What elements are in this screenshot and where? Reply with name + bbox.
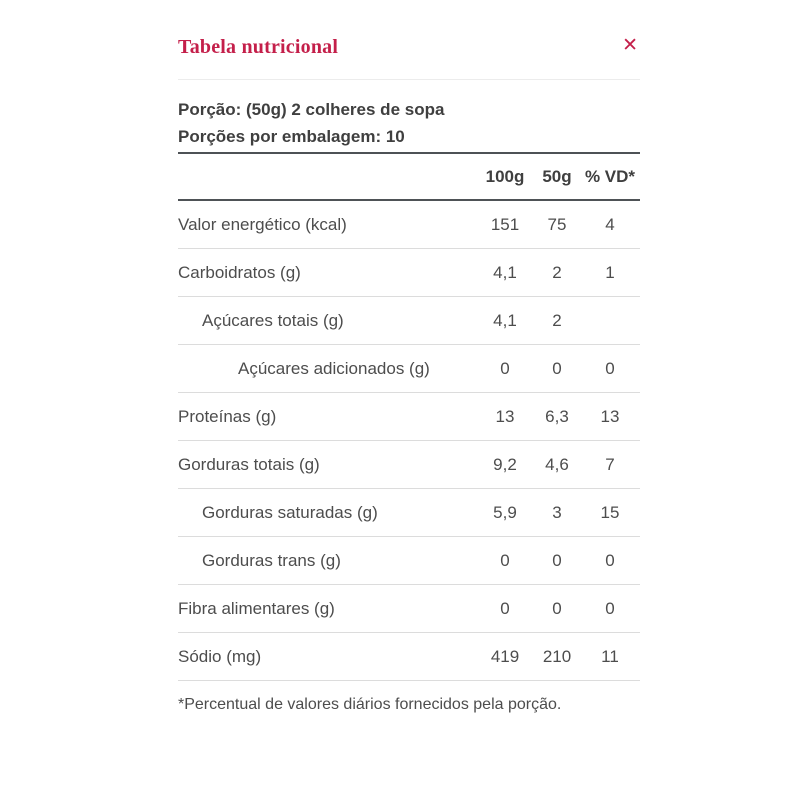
row-label: Açúcares totais (g) — [202, 310, 344, 330]
row-value: 0 — [605, 598, 615, 618]
row-value: 151 — [490, 214, 520, 234]
row-value: 0 — [605, 358, 615, 378]
column-header-50g: 50g — [542, 166, 572, 186]
row-value: 0 — [500, 550, 510, 570]
column-header-vd: % VD* — [584, 166, 636, 186]
table-footnote: *Percentual de valores diários fornecidos pela porção. — [178, 696, 562, 713]
row-value: 2 — [552, 262, 562, 282]
row-label: Sódio (mg) — [178, 646, 262, 666]
row-label: Valor energético (kcal) — [178, 214, 347, 234]
row-label: Proteínas (g) — [178, 406, 277, 426]
row-value: 4,6 — [545, 454, 569, 474]
row-value: 13 — [600, 406, 620, 426]
row-value: 0 — [552, 598, 562, 618]
table-row — [178, 345, 640, 393]
table-row — [178, 585, 640, 633]
row-label: Açúcares adicionados (g) — [238, 358, 430, 378]
row-value: 1 — [605, 262, 615, 282]
table-row — [178, 489, 640, 537]
modal-header — [178, 36, 640, 80]
row-value: 0 — [500, 358, 510, 378]
column-header-100g: 100g — [485, 166, 525, 186]
table-row — [178, 297, 640, 345]
nutrition-modal — [178, 0, 640, 714]
row-value: 7 — [605, 454, 615, 474]
close-icon[interactable]: ✕ — [622, 35, 638, 56]
row-value: 9,2 — [493, 454, 517, 474]
row-label: Gorduras saturadas (g) — [202, 502, 378, 522]
serving-portion: Porção: (50g) 2 colheres de sopa — [178, 100, 445, 119]
modal-title: Tabela nutricional — [178, 36, 339, 58]
row-value: 5,9 — [493, 502, 517, 522]
table-row — [178, 249, 640, 297]
table-row — [178, 633, 640, 681]
row-value: 4,1 — [493, 310, 517, 330]
row-label: Carboidratos (g) — [178, 262, 301, 282]
row-value: 0 — [605, 550, 615, 570]
row-label: Gorduras trans (g) — [202, 550, 341, 570]
row-value: 2 — [552, 310, 562, 330]
row-value: 0 — [552, 358, 562, 378]
nutrition-table-body — [178, 201, 640, 681]
row-value: 75 — [547, 214, 567, 234]
row-value: 6,3 — [545, 406, 569, 426]
row-value: 210 — [542, 646, 572, 666]
row-value: 4,1 — [493, 262, 517, 282]
table-row — [178, 441, 640, 489]
row-value: 0 — [552, 550, 562, 570]
table-row — [178, 537, 640, 585]
row-label: Fibra alimentares (g) — [178, 598, 335, 618]
row-value: 3 — [552, 502, 562, 522]
row-value: 15 — [600, 502, 620, 522]
nutrition-table-header — [178, 152, 640, 201]
row-value: 419 — [490, 646, 520, 666]
serving-info — [178, 96, 640, 150]
table-row — [178, 201, 640, 249]
row-value: 11 — [601, 646, 619, 666]
table-row — [178, 393, 640, 441]
row-value: 0 — [500, 598, 510, 618]
nutrition-table — [178, 152, 640, 681]
row-value: 13 — [495, 406, 515, 426]
row-label: Gorduras totais (g) — [178, 454, 320, 474]
serving-per-package: Porções por embalagem: 10 — [178, 127, 405, 146]
row-value: 4 — [605, 214, 615, 234]
